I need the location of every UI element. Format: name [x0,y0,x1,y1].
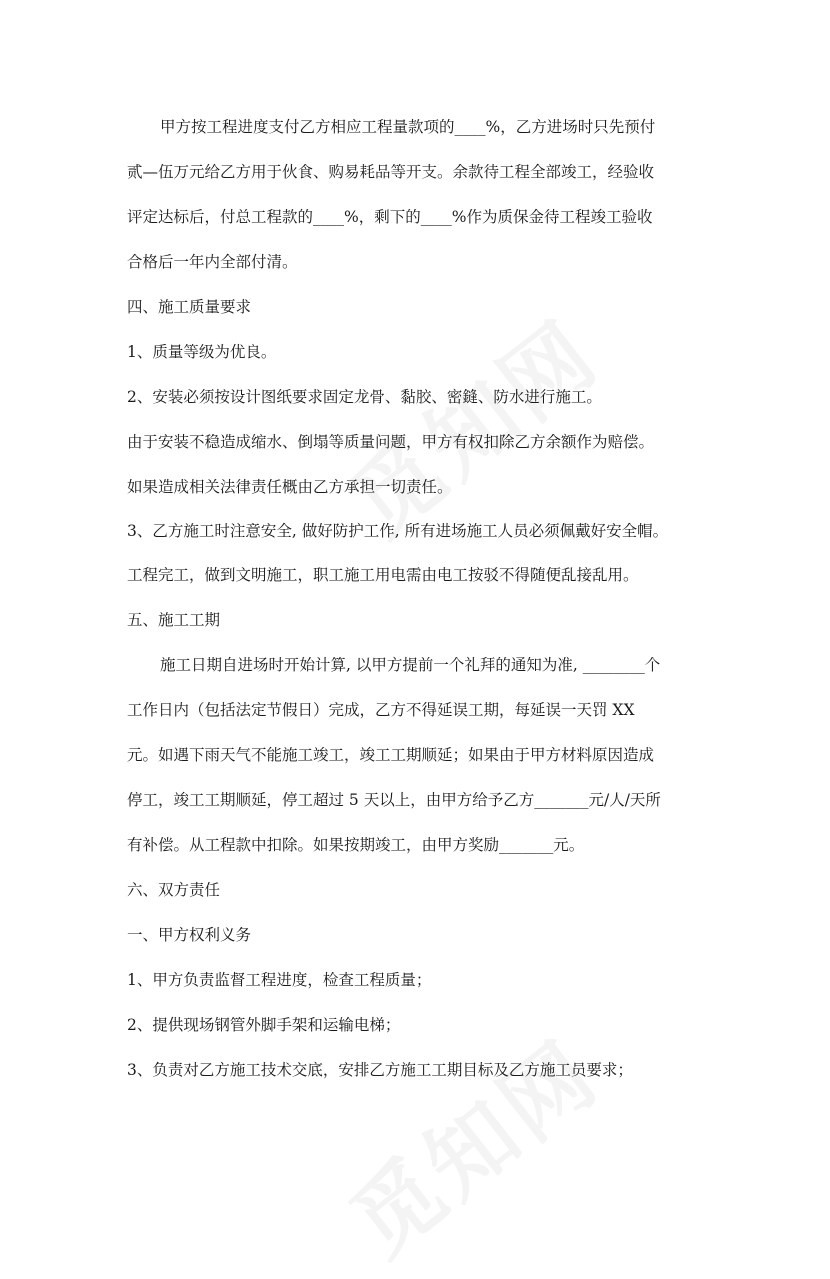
section-heading: 五、施工工期 [127,611,221,629]
paragraph-line: 如果造成相关法律责任概由乙方承担一切责任。 [127,478,453,496]
paragraph-line: 合格后一年内全部付清。 [127,253,298,271]
watermark [321,287,621,560]
paragraph-line: 评定达标后，付总工程款的____%，剩下的____%作为质保金待工程竣工验收 [127,208,653,226]
paragraph-line: 元。如遇下雨天气不能施工竣工，竣工工期顺延；如果由于甲方材料原因造成 [127,746,655,764]
paragraph-line: 贰—伍万元给乙方用于伙食、购易耗品等开支。余款待工程全部竣工，经验收 [127,163,655,181]
paragraph-line: 由于安装不稳造成缩水、倒塌等质量问题，甲方有权扣除乙方余额作为赔偿。 [127,433,655,451]
paragraph-line: 工程完工，做到文明施工，职工施工用电需由电工按驳不得随便乱接乱用。 [127,566,639,584]
section-heading: 六、双方责任 [127,881,221,899]
watermark-bottom [321,1007,621,1279]
paragraph-line: 停工，竣工工期顺延，停工超过 5 天以上，由甲方给予乙方_______元/人/天所 [127,791,661,809]
list-item: 1、甲方负责监督工程进度，检查工程质量； [127,971,432,989]
paragraph-line: 施工日期自进场时开始计算, 以甲方提前一个礼拜的通知为准, ________个 [160,656,661,674]
list-item: 3、乙方施工时注意安全, 做好防护工作, 所有进场施工人员必须佩戴好安全帽。 [127,522,669,540]
list-item: 2、提供现场钢管外脚手架和运输电梯； [127,1016,401,1034]
paragraph-line: 工作日内（包括法定节假日）完成，乙方不得延误工期，每延误一天罚 XX [127,701,635,719]
list-item: 1、质量等级为优良。 [127,343,277,361]
list-item: 2、安装必须按设计图纸要求固定龙骨、黏胶、密鏠、防水进行施工。 [127,388,602,406]
list-item: 3、负责对乙方施工技术交底，安排乙方施工工期目标及乙方施工员要求； [127,1061,633,1079]
subsection-heading: 一、甲方权利义务 [127,926,252,944]
section-heading: 四、施工质量要求 [127,298,252,316]
paragraph-line: 有补偿。从工程款中扣除。如果按期竣工，由甲方奖励_______元。 [127,836,585,854]
paragraph-line: 甲方按工程进度支付乙方相应工程量款项的____%，乙方进场时只先预付 [160,118,656,136]
